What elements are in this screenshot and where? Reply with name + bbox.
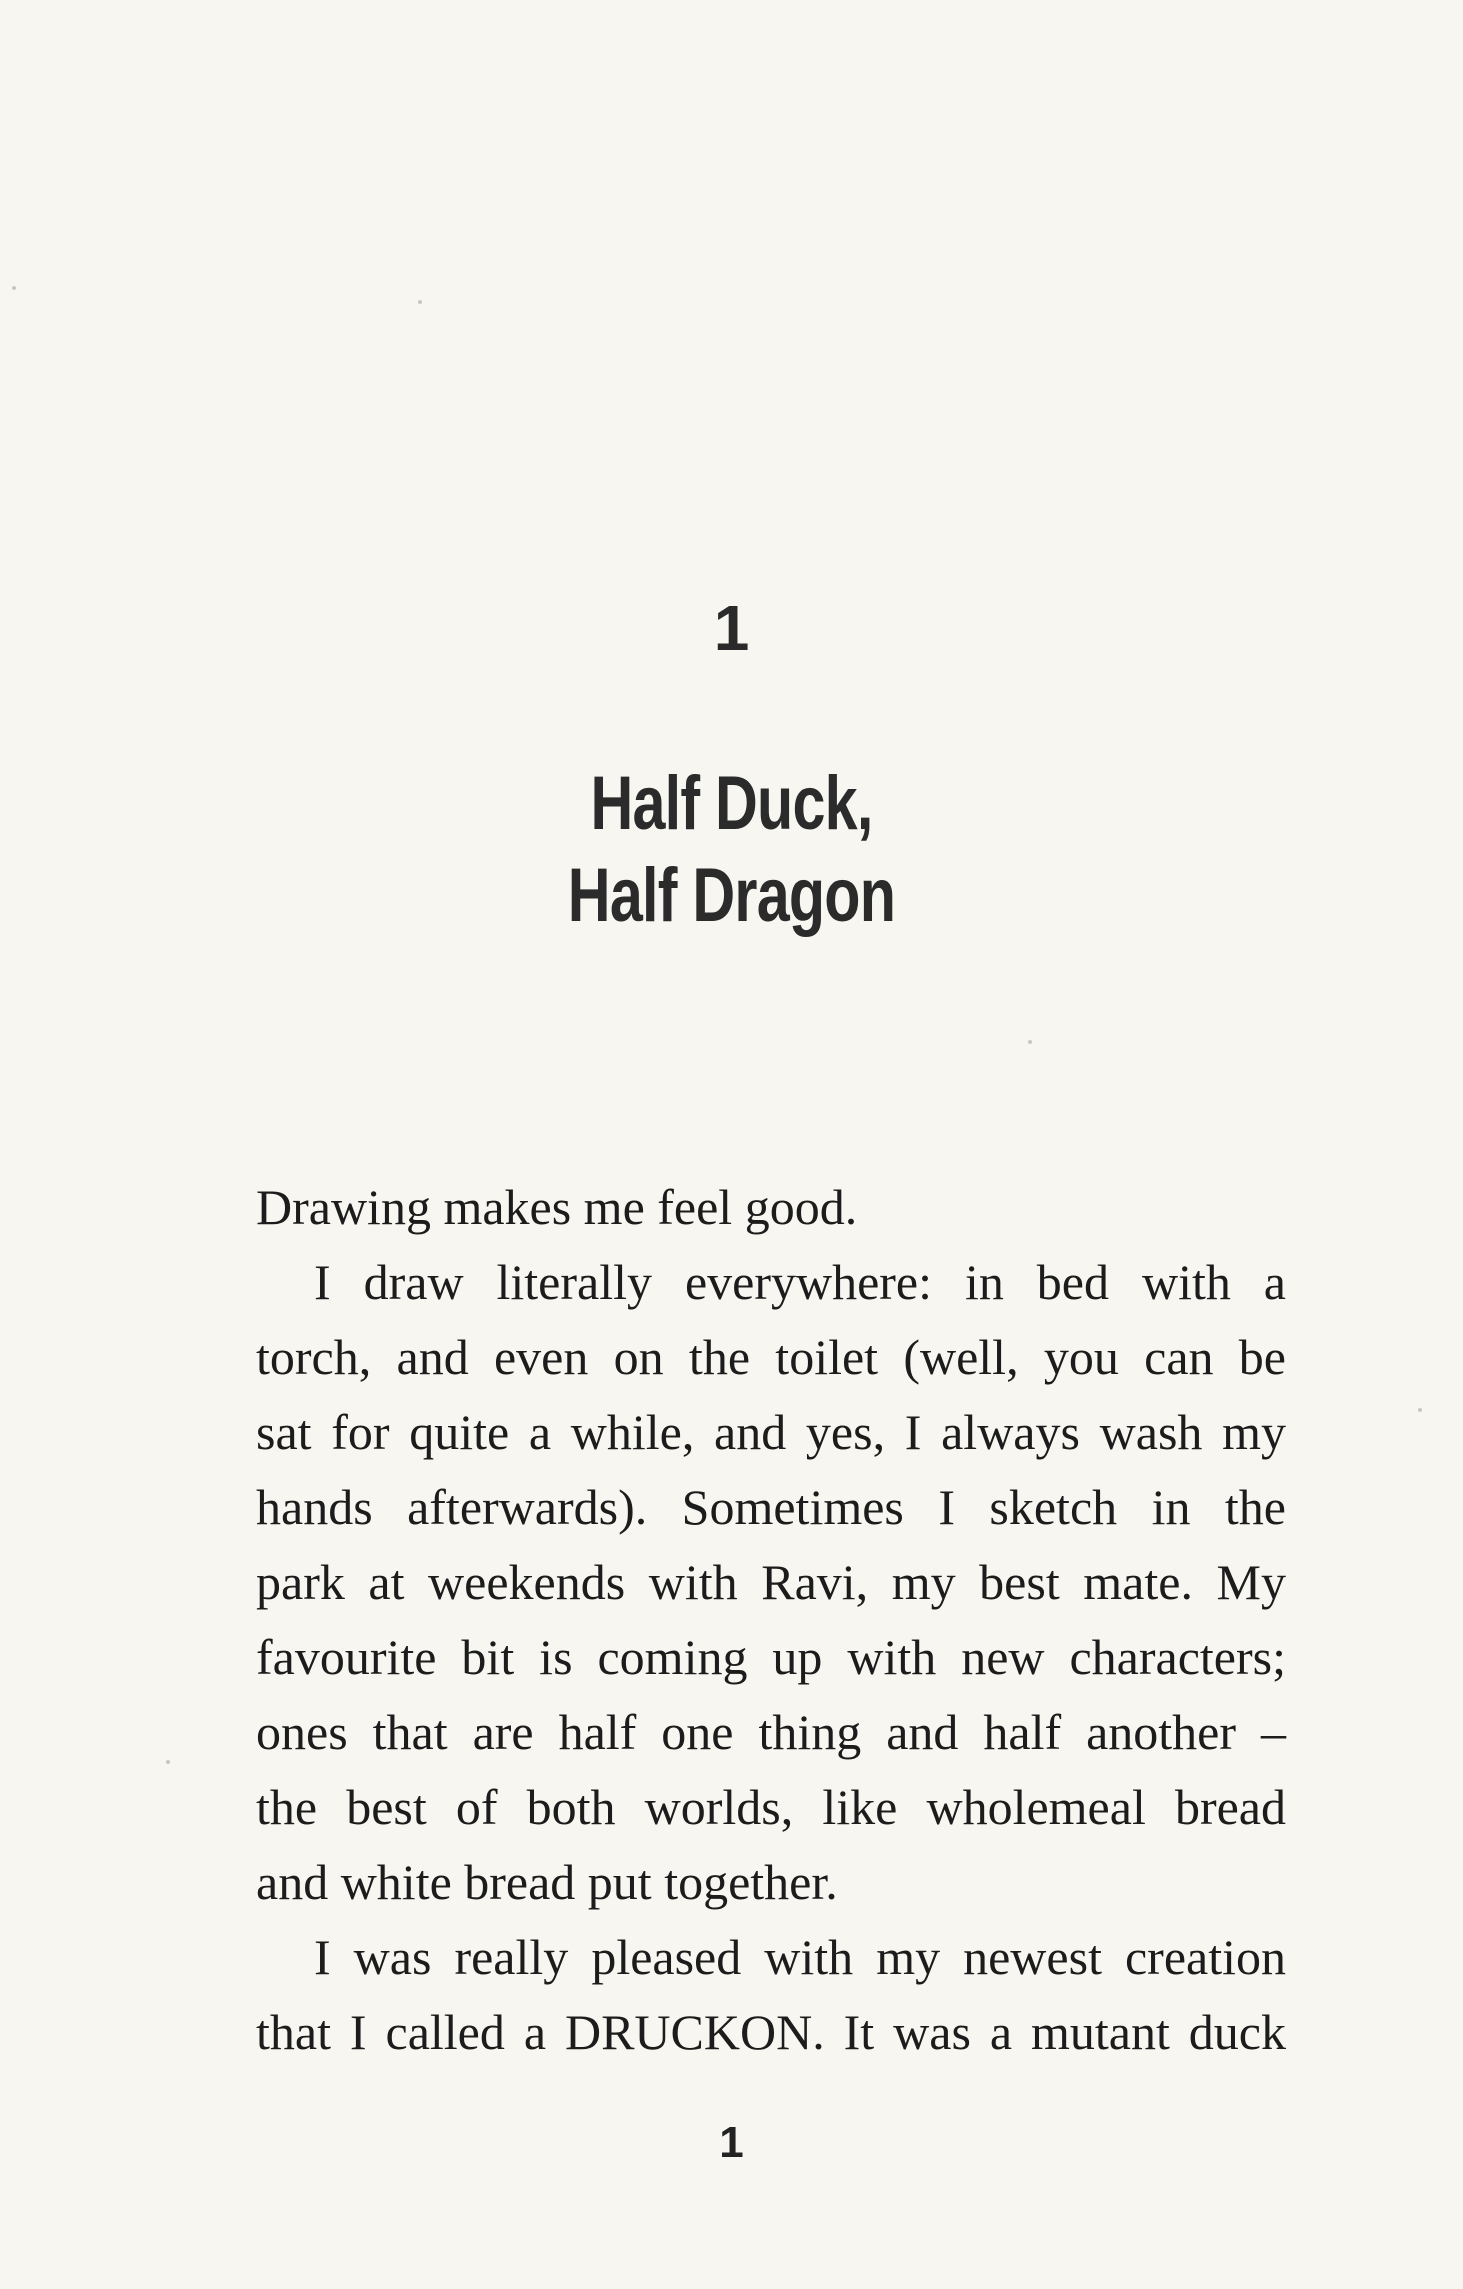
text-line: Drawing makes me feel good. <box>256 1179 858 1235</box>
paper-speck <box>12 286 16 290</box>
text-line: favourite bit is coming up with new characters; <box>256 1629 1286 1685</box>
text-line: I was really pleased with my newest creation <box>314 1929 1286 1985</box>
paper-speck <box>166 1760 170 1764</box>
paper-speck <box>1418 1408 1422 1412</box>
text-line: ones that are half one thing and half another – <box>256 1704 1286 1760</box>
text-line: sat for quite a while, and yes, I always wash my <box>256 1404 1286 1460</box>
text-line: hands afterwards). Sometimes I sketch in the <box>256 1479 1286 1535</box>
text-line: and white bread put together. <box>256 1854 838 1910</box>
page-number: 1 <box>719 2118 744 2167</box>
body-text <box>256 1170 1286 2070</box>
text-line: that I called a DRUCKON. It was a mutant duck <box>256 2004 1286 2060</box>
text-line: the best of both worlds, like wholemeal bread <box>256 1779 1286 1835</box>
chapter-number: 1 <box>713 592 750 664</box>
text-line: park at weekends with Ravi, my best mate. My <box>256 1554 1286 1610</box>
paper-speck <box>418 300 422 304</box>
chapter-title-line: Half Dragon <box>567 853 896 938</box>
text-line: torch, and even on the toilet (well, you can be <box>256 1329 1286 1385</box>
paper-speck <box>1028 1040 1032 1044</box>
text-line: I draw literally everywhere: in bed with a <box>314 1254 1286 1310</box>
chapter-title-line: Half Duck, <box>590 761 873 846</box>
chapter-title <box>161 758 1302 942</box>
